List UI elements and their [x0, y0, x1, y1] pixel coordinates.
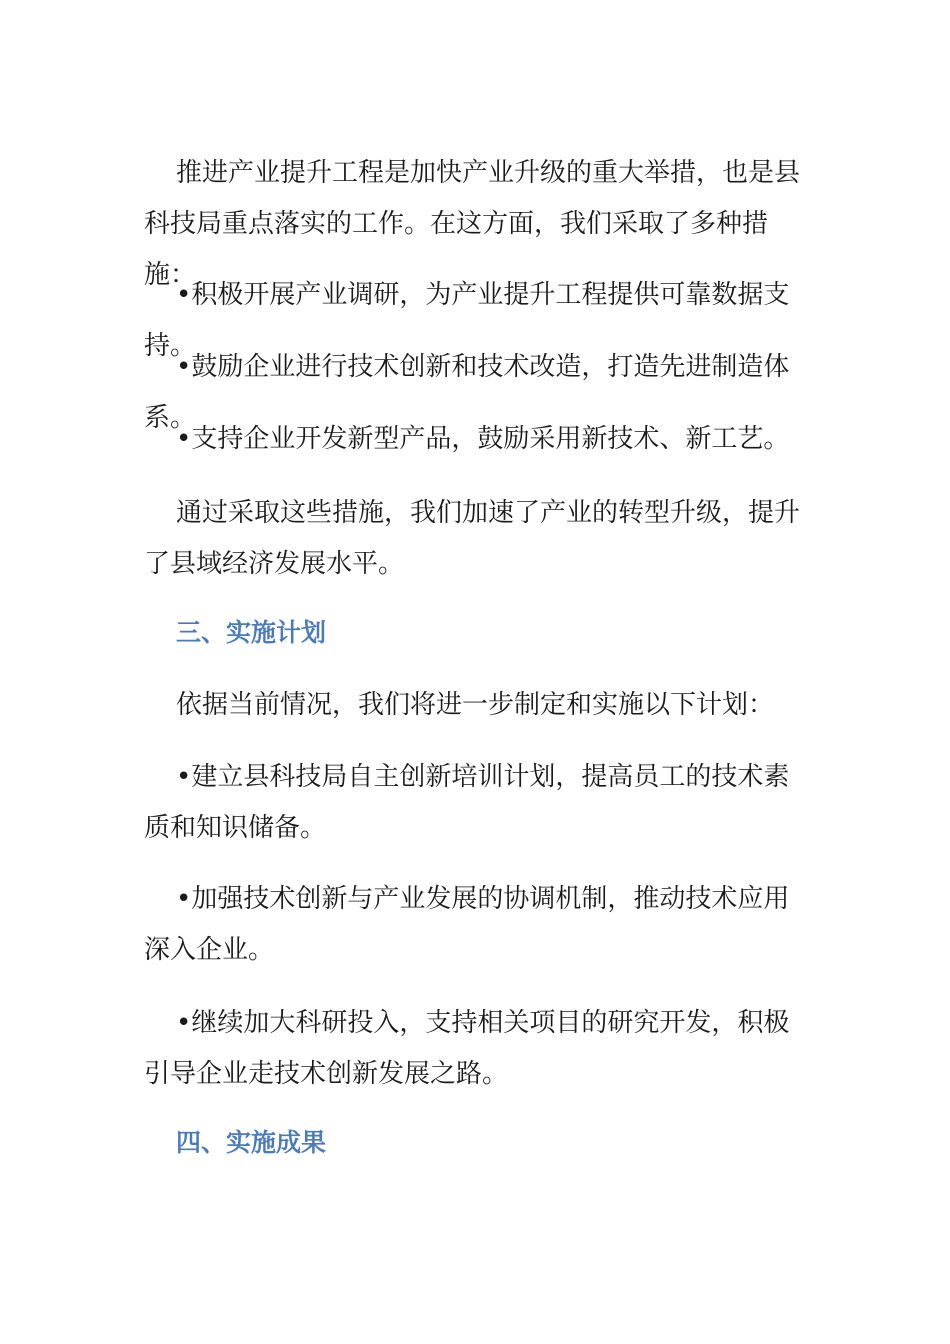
section-heading-results: 四、实施成果	[176, 1128, 327, 1157]
plan-item-3: •继续加大科研投入，支持相关项目的研究开发，积极引导企业走技术创新发展之路。	[144, 1008, 790, 1089]
summary-paragraph: 通过采取这些措施，我们加速了产业的转型升级，提升了县域经济发展水平。	[144, 498, 801, 579]
measure-item-1: •积极开展产业调研，为产业提升工程提供可靠数据支持。	[144, 280, 790, 361]
plan-item-2: •加强技术创新与产业发展的协调机制，推动技术应用深入企业。	[144, 884, 790, 965]
measure-item-2: •鼓励企业进行技术创新和技术改造，打造先进制造体系。	[144, 352, 790, 433]
plan-intro-paragraph: 依据当前情况，我们将进一步制定和实施以下计划：	[176, 690, 775, 720]
section-heading-plan: 三、实施计划	[176, 618, 327, 647]
measure-item-3: •支持企业开发新型产品，鼓励采用新技术、新工艺。	[176, 424, 790, 454]
plan-item-1: •建立县科技局自主创新培训计划，提高员工的技术素质和知识储备。	[144, 762, 790, 843]
intro-paragraph: 推进产业提升工程是加快产业升级的重大举措，也是县科技局重点落实的工作。在这方面，我们采取了多种措施：	[144, 158, 801, 290]
